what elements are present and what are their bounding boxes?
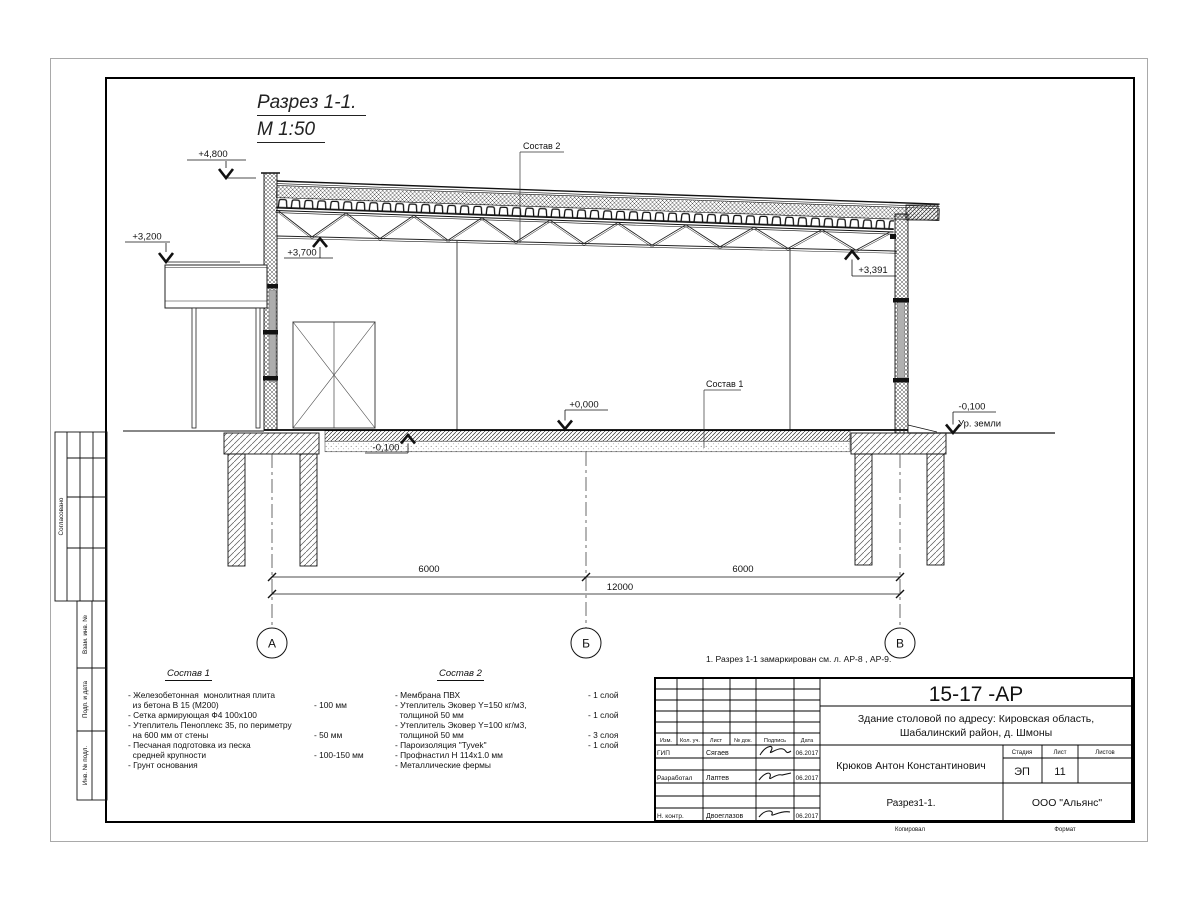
col-izm: Изм.: [660, 738, 672, 744]
row3-date: 06.2017: [795, 813, 819, 820]
stamp-inv-label: Инв. № подл.: [82, 745, 89, 786]
sostav2-callout: Состав 2: [523, 141, 561, 151]
ground-level-label: Ур. земли: [958, 418, 1002, 430]
view-title: [257, 92, 366, 146]
list-item: - Песчаная подготовка из песка: [128, 740, 251, 750]
list-item: толщиной 50 мм - 1 слой: [395, 710, 619, 720]
panel-joint: [893, 378, 909, 383]
foundations: [224, 433, 946, 566]
grade-beam-right: [851, 433, 946, 454]
elev-roof-top: +4,800: [198, 149, 228, 160]
row3-role: Н. контр.: [657, 813, 684, 820]
elev-truss-right: +3,391: [858, 265, 888, 276]
author-name: Крюков Антон Константинович: [836, 760, 986, 772]
mark-canopy: [125, 242, 240, 262]
right-wall-glazing: [898, 302, 905, 378]
right-wall: [890, 205, 938, 433]
list-item: - Металлические фермы: [395, 760, 491, 770]
truss-bottom-chord: [277, 238, 897, 253]
panel-joint: [893, 298, 909, 303]
double-door: [293, 322, 375, 428]
col-doc: № док.: [734, 738, 752, 744]
mark-floor: [558, 410, 608, 429]
signature-3: [759, 811, 790, 817]
dim-span2: 6000: [732, 564, 754, 575]
list-item: - Профнастил Н 114х1.0 мм: [395, 750, 503, 760]
col-kol: Кол. уч.: [680, 738, 700, 744]
company-name: ООО "Альянс": [1031, 797, 1103, 809]
list-item: - Утеплитель Эковер Y=150 кг/м3,: [395, 700, 527, 710]
elev-truss-left: +3,700: [287, 247, 317, 259]
project-name-line2: Шабалинский район, д. Шмоны: [899, 727, 1053, 739]
pier: [228, 454, 245, 566]
sostav1-callout: Состав 1: [706, 379, 744, 389]
list-item: на 600 мм от стены - 50 мм: [128, 730, 343, 740]
col-date: Дата: [800, 738, 814, 744]
signatures: [759, 746, 791, 817]
stamp-podp-label: Подп. и дата: [82, 680, 89, 719]
list-item: - Железобетонная монолитная плита: [128, 690, 276, 700]
axis-lines: [272, 452, 900, 628]
dim-span1: 6000: [418, 564, 440, 575]
composition-1-list: [128, 668, 368, 770]
stamp-vzam-label: Взам. инв. №: [82, 614, 89, 655]
pier: [300, 454, 317, 566]
project-name-line1: Здание столовой по адресу: Кировская область,: [857, 713, 1095, 725]
row2-date: 06.2017: [795, 775, 819, 782]
composition-2-list: [395, 668, 641, 770]
list-item: - Утеплитель Эковер Y=100 кг/м3,: [395, 720, 527, 730]
truss-bearing: [890, 234, 896, 239]
panel-joint: [263, 330, 278, 335]
sheet-value: 11: [1054, 766, 1066, 778]
entrance-canopy: [165, 265, 267, 428]
interior-posts: [457, 241, 790, 430]
list-item: из бетона В 15 (М200) - 100 мм: [128, 700, 347, 710]
row1-date: 06.2017: [795, 750, 819, 757]
side-stamp-grid: [55, 432, 107, 800]
list-item: - Пароизоляция "Tyvek" - 1 слой: [395, 740, 619, 750]
list-item: - Мембрана ПВХ - 1 слой: [395, 690, 619, 700]
col-sign: Подпись: [763, 738, 787, 744]
view-title-scale: М 1:50: [257, 119, 325, 143]
canopy-post: [256, 308, 260, 428]
axis-b: Б: [582, 636, 590, 651]
row2-name: Лаптев: [706, 775, 730, 782]
roof-edge-beam: [906, 205, 938, 220]
mark-roof-top: [187, 160, 256, 178]
sheets-label: Листов: [1095, 750, 1115, 756]
row1-name: Сягаев: [706, 750, 729, 757]
left-wall-glazing: [269, 290, 276, 382]
footer-copy: Копировал: [894, 827, 926, 833]
elev-floor: +0,000: [569, 399, 599, 411]
composition-1-title: Состав 1: [167, 668, 210, 679]
list-item: - Сетка армирующая Ф4 100х100: [128, 710, 257, 720]
list-item: - Утеплитель Пеноплекс 35, по периметру: [128, 720, 292, 730]
pier: [927, 454, 944, 565]
drawing-name: Разрез1-1.: [886, 798, 936, 809]
row1-role: ГИП: [657, 750, 670, 757]
axis-a: А: [267, 636, 277, 651]
elev-ground: -0,100: [958, 401, 986, 413]
elev-slab-bottom: -0,100: [372, 442, 400, 454]
list-item: средней крупности - 100-150 мм: [128, 750, 364, 760]
axis-v: В: [895, 636, 905, 651]
drawing-note: 1. Разрез 1-1 замаркирован см. л. АР-8 , АР-9.: [706, 654, 892, 664]
stamp-agreed-label: Согласовано: [58, 497, 65, 536]
list-item: - Грунт основания: [128, 760, 198, 770]
canopy-post: [192, 308, 196, 428]
panel-joint: [263, 376, 278, 381]
pier: [855, 454, 872, 565]
view-title-name: Разрез 1-1.: [257, 92, 366, 116]
sheet-label: Лист: [1053, 750, 1067, 756]
slab-sand-bed: [325, 441, 850, 452]
stage-value: ЭП: [1014, 766, 1030, 778]
row3-name: Двоеглазов: [706, 813, 744, 820]
stage-label: Стадия: [1011, 750, 1033, 756]
signature-1: [760, 746, 791, 755]
footer-format: Формат: [1054, 827, 1076, 833]
dim-total: 12000: [606, 582, 634, 593]
elev-canopy: +3,200: [132, 231, 162, 243]
doc-number: 15-17 -АР: [928, 683, 1024, 706]
col-list: Лист: [709, 738, 723, 744]
grade-beam-left: [224, 433, 319, 454]
list-item: толщиной 50 мм - 3 слоя: [395, 730, 619, 740]
composition-2-title: Состав 2: [439, 668, 482, 679]
signature-2: [759, 773, 791, 780]
row2-role: Разработал: [657, 775, 693, 782]
roof-assembly: [276, 181, 940, 236]
